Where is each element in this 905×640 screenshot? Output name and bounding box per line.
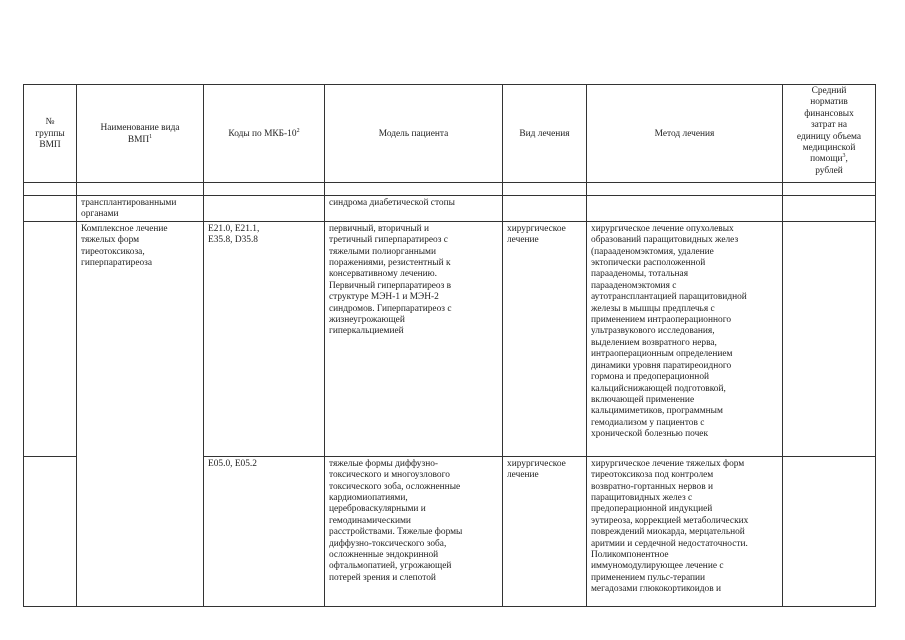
vmp-name-cell: Комплексное лечение тяжелых форм тиреотоксикоза, гиперпаратиреоза <box>77 221 204 606</box>
header-vmp-name: Наименование вида ВМП$^1$ <box>77 85 204 183</box>
patient-model-cell: тяжелые формы диффузно- токсического и многоузлового токсического зоба, осложненные кардиомиопатиями, цереброваскулярными и гемодинамическими расстройствами. Тяжелые формы диффузно-токсического зоба, осложненные эндокринной офтальмопатией, угрожающей потерей зрения и слепотой <box>325 456 503 606</box>
patient-model-cell: синдрома диабетической стопы <box>325 196 503 222</box>
header-treatment-method: Метод лечения <box>587 85 783 183</box>
cost-norm-cell <box>783 221 876 456</box>
group-number-cell <box>24 196 77 222</box>
treatment-type-cell <box>503 196 587 222</box>
header-patient-model: Модель пациента <box>325 85 503 183</box>
header-cost-norm: Средний норматив финансовых затрат на единицу объема медицинской помощи$^3$, рублей <box>783 85 876 183</box>
numbering-row <box>24 183 876 196</box>
cost-norm-cell <box>783 196 876 222</box>
treatment-method-cell <box>587 196 783 222</box>
treatment-type-cell: хирургическое лечение <box>503 456 587 606</box>
icd-codes-cell <box>204 196 325 222</box>
cost-norm-cell <box>783 456 876 606</box>
icd-codes-cell: E05.0, E05.2 <box>204 456 325 606</box>
patient-model-cell: первичный, вторичный и третичный гиперпаратиреоз с тяжелыми полиорганными поражениями, резистентный к консервативному лечению. Первичный гиперпаратиреоз в структуре МЭН-1 и МЭН-2 синдромов. Гиперпаратиреоз с жизнеугрожающей гиперкальциемией <box>325 221 503 456</box>
header-row <box>24 85 876 183</box>
treatment-type-cell: хирургическое лечение <box>503 221 587 456</box>
header-icd-codes: Коды по МКБ-$10^2$ <box>204 85 325 183</box>
table-row <box>24 221 876 456</box>
header-treatment-type: Вид лечения <box>503 85 587 183</box>
table-row <box>24 196 876 222</box>
treatment-method-cell: хирургическое лечение тяжелых форм тиреотоксикоза под контролем возвратно-гортанных нервов и паращитовидных желез с предоперационной индукцией эутиреоза, коррекцией метаболических повреждений миокарда, мерцательной аритмии и сердечной недостаточности. Поликомпонентное иммуномодулирующее лечение с применением пульс-терапии мегадозами глюкокортикоидов и <box>587 456 783 606</box>
group-number-cell <box>24 456 77 606</box>
vmp-table <box>23 84 876 607</box>
group-number-cell <box>24 221 77 456</box>
vmp-name-cell: трансплантированными органами <box>77 196 204 222</box>
icd-codes-cell: E21.0, E21.1, E35.8, D35.8 <box>204 221 325 456</box>
header-group-number: № группы ВМП <box>24 85 77 183</box>
treatment-method-cell: хирургическое лечение опухолевых образований паращитовидных желез (парааденомэктомия, удаление эктопически расположенной парааденомы, тотальная парааденомэктомия с аутотрансплантацией паращитовидной железы в мышцы предплечья с применением интраоперационного ультразвукового исследования, выделением возвратного нерва, интраоперационным определением динамики уровня паратиреоидного гормона и предоперационной кальцийснижающей подготовкой, включающей применение кальцимиметиков, программным гемодиализом у пациентов с хронической болезнью почек <box>587 221 783 456</box>
